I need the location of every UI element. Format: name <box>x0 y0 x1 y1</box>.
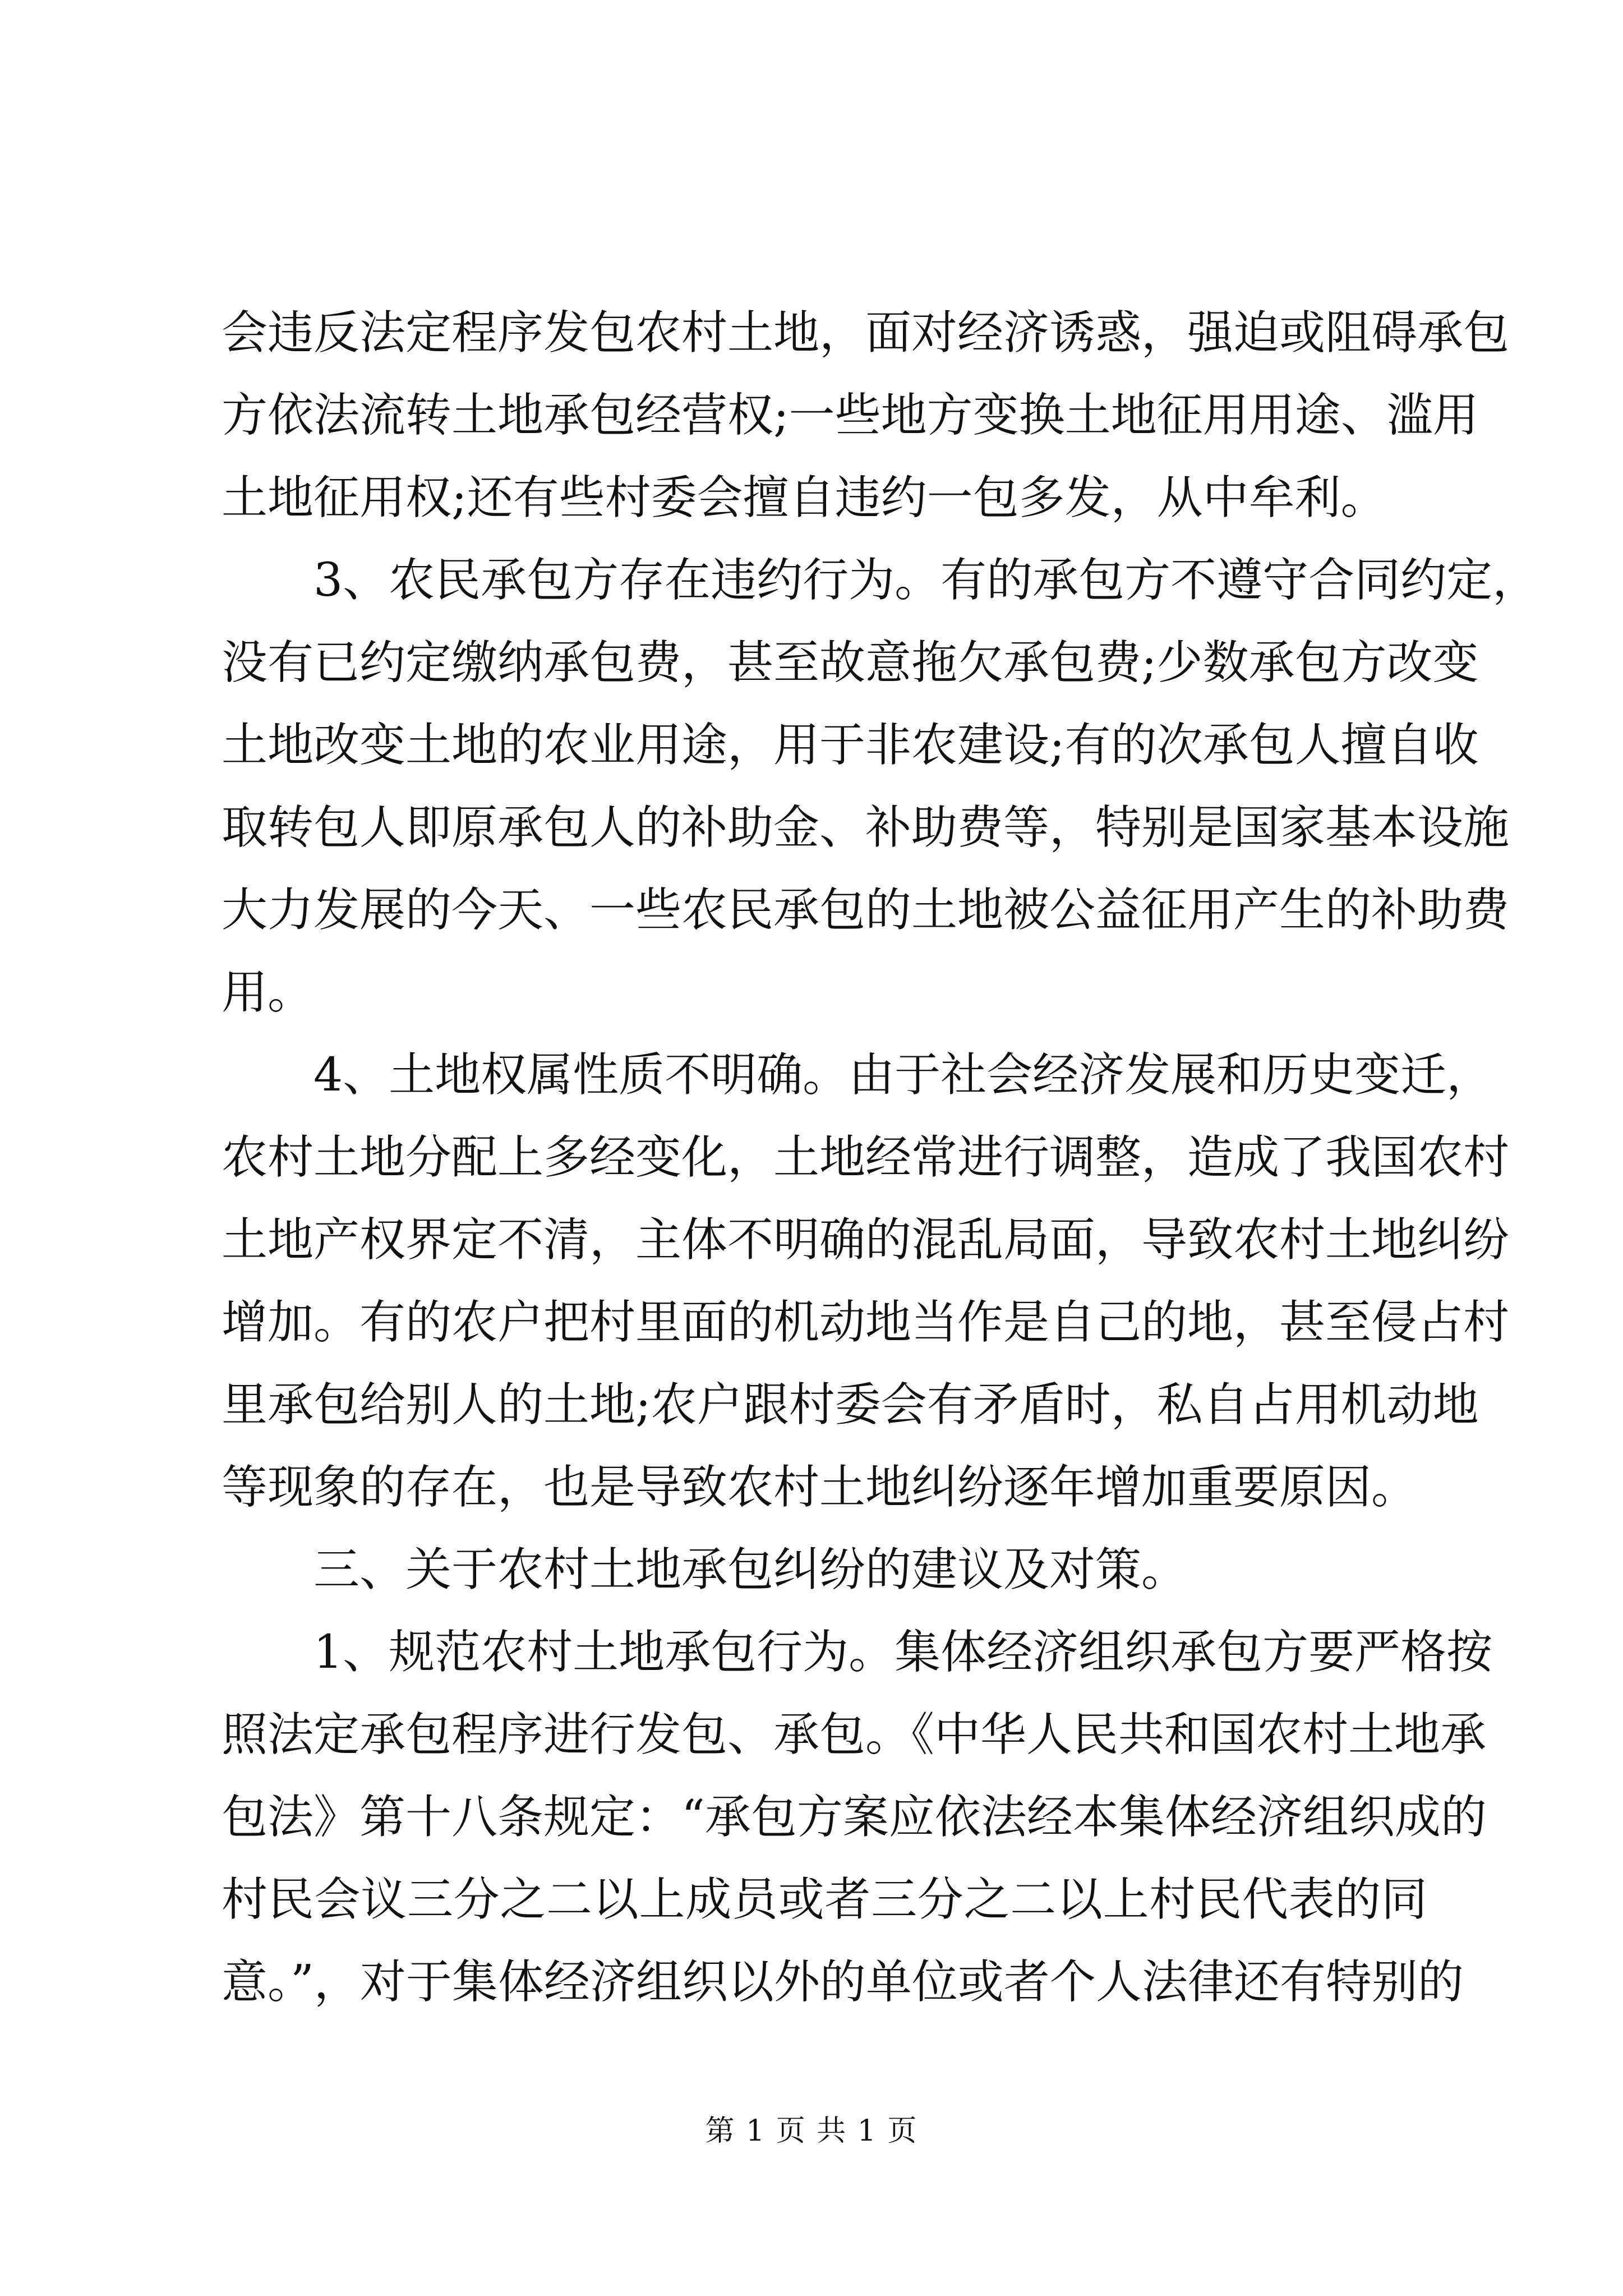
section-heading: 三、关于农村土地承包纠纷的建议及对策。 <box>313 1543 1188 1596</box>
text-line: 4、土地权属性质不明确。由于社会经济发展和历史变迁， <box>313 1048 1493 1102</box>
text-line: 照法定承包程序进行发包、承包。《中华人民共和国农村土地承 <box>222 1708 1487 1761</box>
text-line: 意。”，对于集体经济组织以外的单位或者个人法律还有特别的 <box>222 1955 1464 2009</box>
text-line: 土地征用权;还有些村委会擅自违约一包多发，从中牟利。 <box>222 471 1387 524</box>
text-line: 村民会议三分之二以上成员或者三分之二以上村民代表的同 <box>222 1873 1427 1926</box>
text-line: 土地产权界定不清，主体不明确的混乱局面，导致农村土地纠纷 <box>222 1213 1510 1267</box>
page-number-footer: 第 1 页 共 1 页 <box>705 2114 918 2148</box>
text-line: 土地改变土地的农业用途，用于非农建设;有的次承包人擅自收 <box>222 719 1479 772</box>
text-line: 取转包人即原承包人的补助金、补助费等，特别是国家基本设施 <box>222 801 1510 854</box>
text-line: 包法》第十八条规定：“承包方案应依法经本集体经济组织成的 <box>222 1791 1487 1844</box>
text-line: 方依法流转土地承包经营权;一些地方变换土地征用用途、滥用 <box>222 389 1479 442</box>
text-line: 农村土地分配上多经变化，土地经常进行调整，造成了我国农村 <box>222 1131 1510 1184</box>
text-line: 1、规范农村土地承包行为。集体经济组织承包方要严格按 <box>313 1626 1493 1679</box>
text-line: 大力发展的今天、一些农民承包的土地被公益征用产生的补助费 <box>222 884 1510 937</box>
text-line: 用。 <box>222 966 314 1019</box>
text-line: 会违反法定程序发包农村土地，面对经济诱惑，强迫或阻碍承包 <box>222 306 1510 360</box>
text-line: 没有已约定缴纳承包费，甚至故意拖欠承包费;少数承包方改变 <box>222 636 1479 689</box>
text-line: 等现象的存在，也是导致农村土地纠纷逐年增加重要原因。 <box>222 1461 1418 1514</box>
text-line: 3、农民承包方存在违约行为。有的承包方不遵守合同约定， <box>313 554 1539 607</box>
text-line: 里承包给别人的土地;农户跟村委会有矛盾时，私自占用机动地 <box>222 1378 1479 1432</box>
document-body <box>222 292 1539 2023</box>
text-line: 增加。有的农户把村里面的机动地当作是自己的地，甚至侵占村 <box>222 1296 1510 1349</box>
